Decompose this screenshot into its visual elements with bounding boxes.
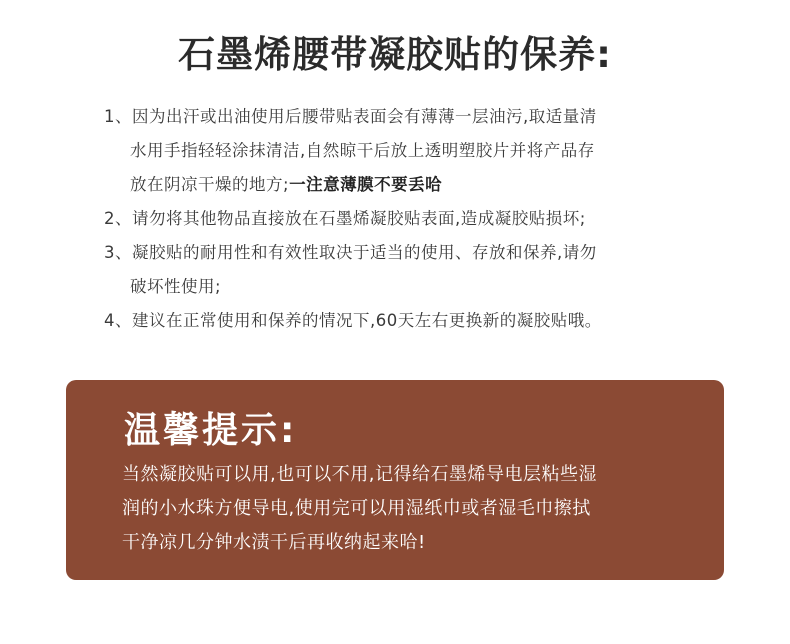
tip-line: 当然凝胶贴可以用,也可以不用,记得给石墨烯导电层粘些湿 xyxy=(122,464,597,485)
list-item-line: 1、因为出汗或出油使用后腰带贴表面会有薄薄一层油污,取适量清 xyxy=(104,107,597,126)
list-item xyxy=(104,202,704,236)
list-item-line xyxy=(104,168,704,202)
emphasis-note: 一注意薄膜不要丢哈 xyxy=(289,175,443,194)
tip-body xyxy=(122,458,702,560)
list-item xyxy=(104,304,704,338)
tip-line: 干净凉几分钟水渍干后再收纳起来哈! xyxy=(122,532,426,553)
list-item-line: 2、请勿将其他物品直接放在石墨烯凝胶贴表面,造成凝胶贴损坏; xyxy=(104,209,586,228)
care-instructions-list xyxy=(104,100,704,338)
tip-title: 温馨提示: xyxy=(124,410,298,451)
list-item xyxy=(104,100,704,202)
page-title: 石墨烯腰带凝胶贴的保养: xyxy=(178,33,612,76)
list-item-line: 破坏性使用; xyxy=(130,277,222,296)
list-item-line: 3、凝胶贴的耐用性和有效性取决于适当的使用、存放和保养,请勿 xyxy=(104,243,597,262)
list-item-line: 水用手指轻轻涂抹清洁,自然晾干后放上透明塑胶片并将产品存 xyxy=(130,141,595,160)
tip-line: 润的小水珠方便导电,使用完可以用湿纸巾或者湿毛巾擦拭 xyxy=(122,498,591,519)
tip-box xyxy=(66,380,724,580)
list-item-text: 放在阴凉干燥的地方; xyxy=(130,175,290,194)
list-item-line: 4、建议在正常使用和保养的情况下,60天左右更换新的凝胶贴哦。 xyxy=(104,311,602,330)
list-item xyxy=(104,236,704,304)
